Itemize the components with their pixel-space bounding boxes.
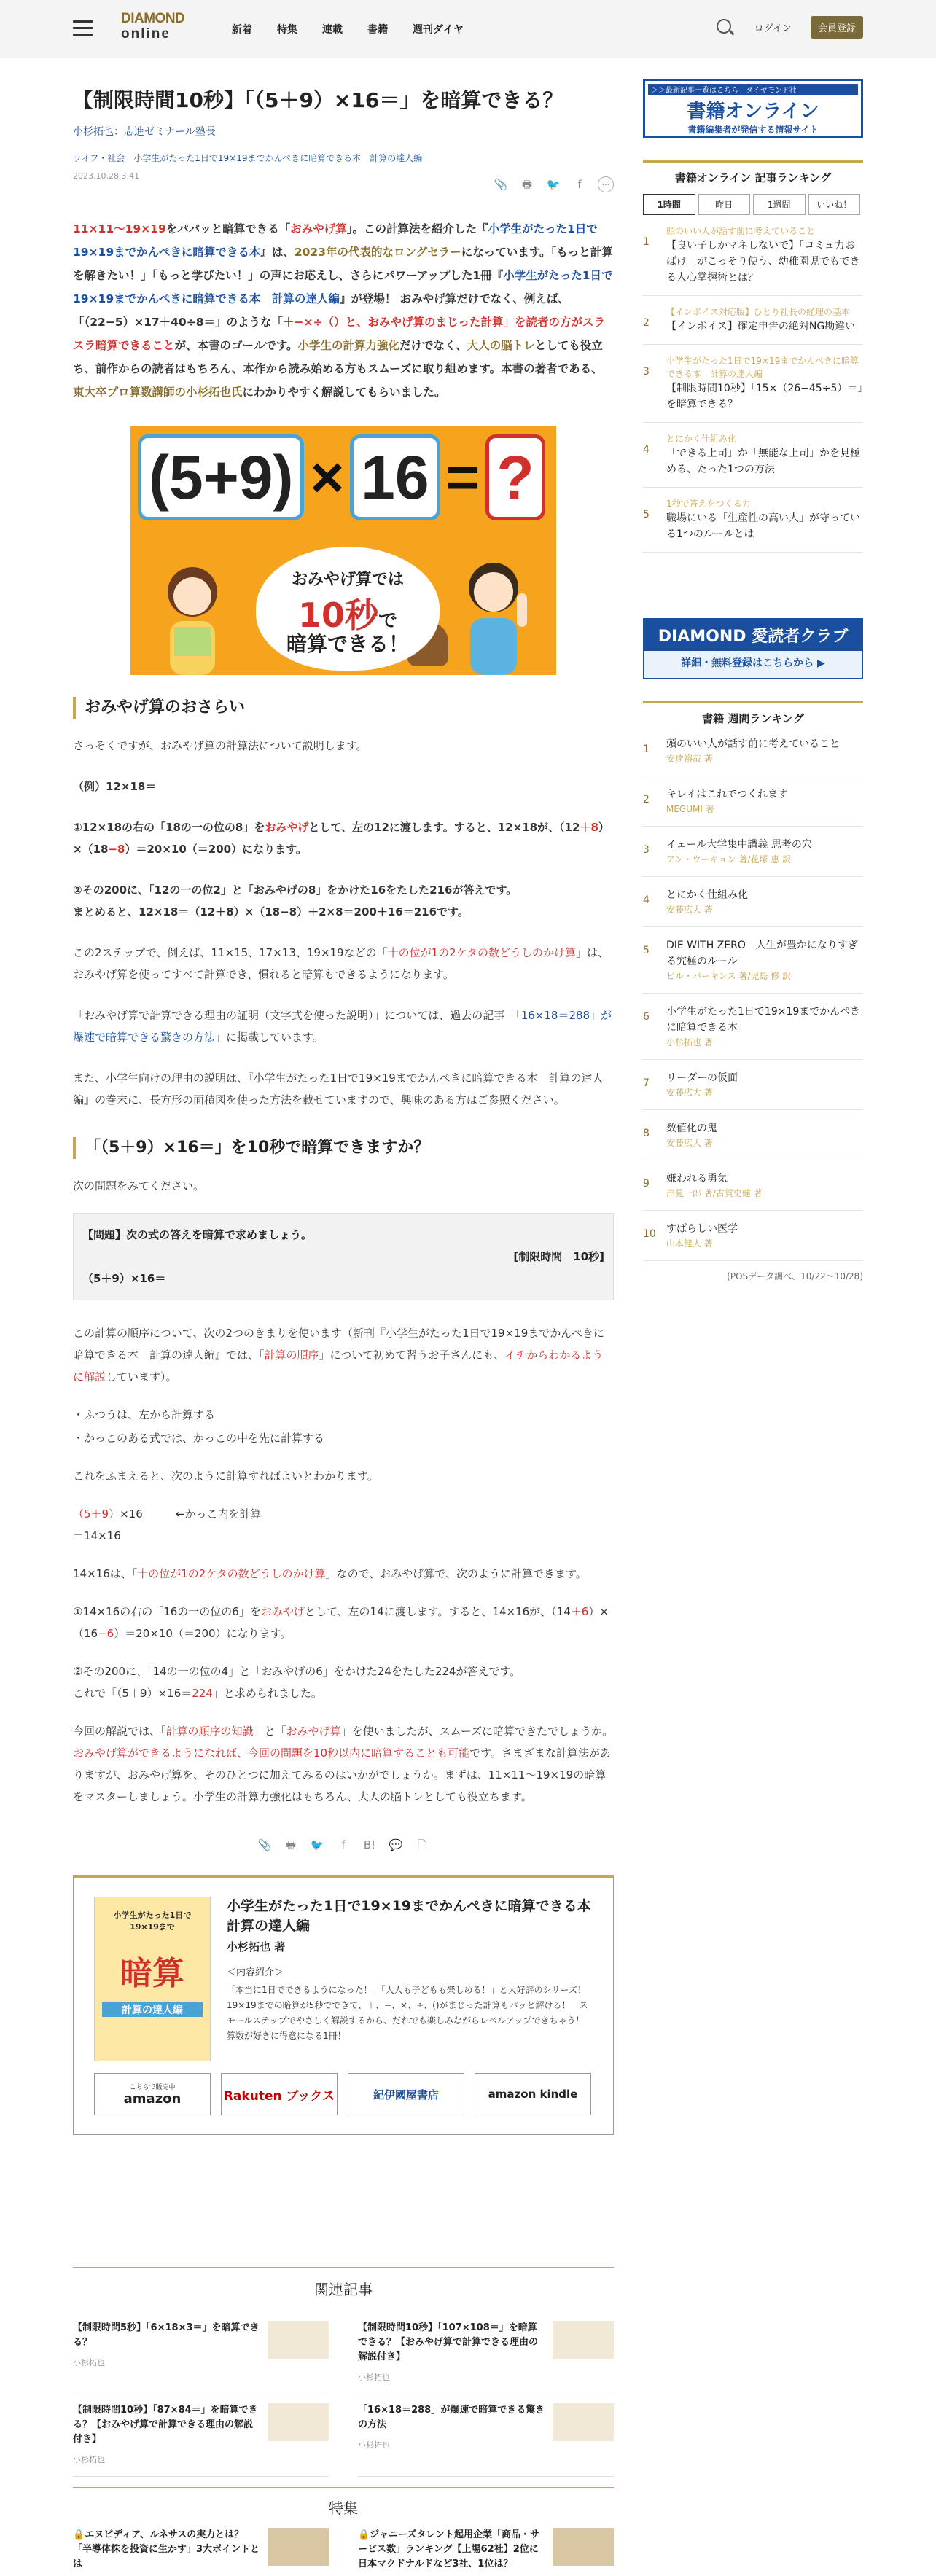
text: この計算の順序について、次の2つのきまりを使います（新刊『小学生がたった1日で19×19までかんぺきに暗算できる本 計算の達人編』では、「 (73, 1327, 604, 1362)
rank-number: 9 (643, 1178, 650, 1190)
paragraph (73, 1563, 614, 1585)
lead-segment[interactable]: 小学生がたった1日で19×19までかんぺきに暗算できる本 (73, 222, 598, 259)
store-name: 紀伊國屋書店 (373, 2088, 439, 2101)
rank-content (666, 1120, 863, 1150)
rank-number: 1 (643, 743, 650, 755)
nav-feature[interactable]: 特集 (277, 24, 297, 36)
paragraph (73, 1720, 614, 1808)
text: この2ステップで、例えば、11×15、17×13、19×19などの「 (73, 946, 388, 959)
text: 今回の解説では、「 (73, 1725, 166, 1738)
rule: ・かっこのある式では、かっこの中を先に計算する (73, 1432, 325, 1445)
text: 」と「 (253, 1725, 286, 1738)
feature-title-text: エヌビディア、ルネサスの実力とは？「半導体株を投資に生かす」3大ポイントとは (73, 2529, 260, 2569)
banner-small-text: ＞＞最新記事一覧はこちら ダイヤモンド社 (648, 84, 858, 95)
rank-number: 10 (643, 1228, 656, 1240)
book-title: DIE WITH ZERO 人生が豊かになりすぎる究極のルール (666, 940, 858, 967)
weekly-item[interactable] (643, 994, 863, 1060)
twitter-icon[interactable]: 🐦 (310, 1838, 324, 1851)
rank-title: 【インボイス】確定申告の絶対NG勘違い (666, 321, 856, 332)
result (73, 1682, 614, 1704)
store-note: こちらで販売中 (129, 2084, 176, 2091)
book-title: とにかく仕組み化 (666, 889, 748, 901)
related-author: 小杉拓也 (358, 2440, 390, 2450)
related-heading: 関連記事 (73, 2267, 614, 2299)
book-info (94, 1897, 605, 2061)
rank-content (666, 1171, 863, 1200)
rank-number: 4 (643, 894, 650, 906)
rank-content (666, 837, 863, 866)
ranking-tabs (643, 194, 863, 215)
rank-content (666, 354, 863, 413)
hero-equals: = (445, 445, 480, 510)
paragraph (73, 1004, 614, 1048)
text: 」なので、おみやげ算で、次のように計算できます。 (325, 1567, 587, 1580)
book-title: すばらしい医学 (666, 1223, 738, 1235)
feature-item[interactable] (73, 2528, 329, 2572)
book-title: 嫌われる勇気 (666, 1173, 728, 1184)
tab-yesterday[interactable]: 昨日 (698, 194, 751, 215)
rank-category: 1秒で答えをつくる力 (666, 499, 751, 509)
weekly-item[interactable] (643, 827, 863, 877)
rank-content (666, 1221, 863, 1250)
hero-caption-10s: 10秒 (297, 596, 378, 635)
feature-thumbnail (268, 2528, 329, 2566)
rank-number: 3 (643, 366, 650, 378)
text: ＋6 (570, 1605, 589, 1618)
text: 224 (192, 1687, 213, 1700)
tab-likes[interactable]: いいね！ (808, 194, 861, 215)
text: おみやげ算 (286, 1725, 341, 1738)
nav-series[interactable]: 連載 (322, 24, 343, 36)
related-text (73, 2403, 260, 2467)
menu-icon[interactable] (73, 20, 93, 36)
books-online-banner[interactable] (643, 79, 863, 138)
club-subtitle: 詳細・無料登録はこちらから ▶ (681, 657, 825, 669)
girl-illustration (152, 557, 233, 675)
share-bar (73, 176, 614, 192)
print-icon[interactable]: 🖶 (285, 1838, 297, 1851)
store-buttons (94, 2073, 593, 2115)
feature-section (73, 2487, 614, 2572)
sidebar (643, 79, 863, 1282)
ranking-item[interactable] (643, 345, 863, 423)
related-thumbnail (553, 2321, 614, 2359)
related-articles (73, 2267, 614, 2477)
paragraph: 次の問題をみてください。 (73, 1179, 205, 1193)
text: ）×（18 (73, 821, 609, 856)
rank-number: 6 (643, 1011, 650, 1023)
logo-text-1: DIAMOND (121, 11, 185, 26)
related-title: 「16×18＝288」が爆速で暗算できる驚きの方法 (358, 2405, 545, 2430)
rank-number: 5 (643, 509, 650, 520)
store-amazon[interactable] (94, 2073, 211, 2115)
text: です。さまざまな計算法がありますが、おみやげ算を、そのひとつに加えてみるのはいかがでしょうか。まずは、11×11〜19×19の暗算をマスターしましょう。小学生の計算力強化はもちろん、大人の脳トレとしても役立ちます。 (73, 1746, 611, 1803)
main-nav (232, 22, 464, 36)
hero-times: × (310, 445, 345, 510)
weekly-item[interactable] (643, 1110, 863, 1160)
text: 計算の順序 (264, 1349, 319, 1362)
rank-number: 2 (643, 317, 650, 329)
related-item[interactable] (358, 2394, 614, 2477)
text: ①12×18の右の「18の一の位の8」を (73, 821, 265, 834)
paragraph: これをふまえると、次のように計算すればよいとわかります。 (73, 1470, 378, 1483)
book-author: 岸見一郎 著/古賀史健 著 (666, 1188, 763, 1198)
pos-note: (POSデータ調べ、10/22〜10/28) (727, 1271, 863, 1281)
rank-category: とにかく仕組み化 (666, 434, 737, 444)
lead-segment: としても役立ち、前作からの読者はもちろん、本作から読み始める方もスムーズに取り組めます。本書の著者である、 (73, 339, 603, 375)
lead-segment: おみやげ算 (290, 222, 347, 235)
hero-image (130, 426, 556, 675)
register-button[interactable]: 会員登録 (811, 16, 863, 39)
rank-number: 7 (643, 1077, 650, 1089)
article-author[interactable]: 小杉拓也：志進ゼミナール塾長 (73, 126, 216, 138)
site-header (0, 0, 936, 58)
text: ×16 ←かっこ内を計算 (120, 1507, 262, 1521)
weekly-item[interactable] (643, 1160, 863, 1211)
text: 十の位が1の2ケタの数どうしのかけ算 (137, 1567, 326, 1580)
step-1 (73, 816, 614, 860)
text: −8 (108, 843, 125, 856)
rank-category: 頭のいい人が話す前に考えていること (666, 226, 816, 236)
lead-segment[interactable]: 小学生がたった1日で19×19までかんぺきに暗算できる本 計算の達人編 (73, 269, 613, 305)
problem-box (73, 1213, 614, 1300)
facebook-icon[interactable]: f (341, 1838, 346, 1851)
text: 計算の順序の知識 (165, 1725, 254, 1738)
article-date: 2023.10.28 3:41 (73, 171, 140, 181)
book-cover[interactable] (94, 1897, 211, 2061)
related-thumbnail (553, 2403, 614, 2441)
text: 十の位が1の2ケタの数どうしのかけ算 (387, 946, 576, 959)
book-author: 安達裕哉 著 (666, 754, 713, 764)
rank-number: 1 (643, 236, 650, 248)
logo-text-2: online (121, 26, 171, 42)
problem-title: 【問題】次の式の答えを暗算で求めましょう。 (82, 1228, 313, 1241)
text: 」を使いましたが、スムーズに暗算できたでしょうか。 (340, 1725, 614, 1738)
hero-caption-de: で (378, 610, 398, 632)
calc-line: ＝14×16 (73, 1529, 121, 1542)
feature-title (358, 2528, 545, 2572)
rank-content (666, 1004, 863, 1049)
more-icon[interactable]: ··· (598, 176, 614, 192)
related-item[interactable] (73, 2312, 329, 2394)
related-thumbnail (268, 2321, 329, 2359)
cover-subtitle: 計算の達人編 (102, 2002, 203, 2017)
weekly-item[interactable] (643, 927, 863, 994)
section-heading-problem: 「（5＋9）×16＝」を10秒で暗算できますか？ (73, 1137, 614, 1159)
rank-content (666, 432, 863, 477)
lead-segment: が、本書のゴールです。 (174, 339, 298, 352)
book-box (73, 1875, 614, 2135)
book-author: 安藤広大 著 (666, 905, 713, 915)
rank-number: 8 (643, 1128, 650, 1139)
rank-content (666, 937, 863, 983)
lead-segment: 東大卒プロ算数講師の小杉拓也氏 (73, 386, 243, 399)
related-article-link[interactable]: 「16×18＝288」が爆速で暗算できる驚きの方法 (73, 1009, 612, 1044)
paragraph: さっそくですが、おみやげ算の計算法について説明します。 (73, 739, 367, 752)
related-text (358, 2321, 545, 2385)
book-title[interactable]: 小学生がたった1日で19×19までかんぺきに暗算できる本 計算の達人編 (227, 1898, 605, 1934)
step-2: ②その200に、「14の一の位の4」と「おみやげの6」をかけた24をたした224が答えです。 (73, 1665, 521, 1678)
nav-new[interactable]: 新着 (232, 24, 252, 36)
lead-segment: 』は、 (260, 246, 295, 259)
book-author: 安藤広大 著 (666, 1088, 713, 1098)
book-author: MEGUMI 著 (666, 804, 714, 814)
nav-weekly[interactable]: 週刊ダイヤ (413, 24, 464, 36)
book-title: 小学生がたった1日で19×19までかんぺきに暗算できる本 (666, 1006, 860, 1034)
text: おみやげ (260, 1605, 305, 1618)
site-logo[interactable] (121, 12, 197, 41)
article-title: 【制限時間10秒】「（5＋9）×16＝」を暗算できる？ (73, 88, 563, 112)
weekly-ranking-title: 書籍 週間ランキング (643, 701, 863, 726)
lead-segment: 大人の脳トレ (467, 339, 535, 352)
book-author: ビル・パーキンス 著/児島 修 訳 (666, 971, 792, 981)
text: ＋8 (580, 821, 598, 834)
book-title: キレイはこれでつくれます (666, 789, 789, 800)
text: 」と求められました。 (212, 1687, 322, 1700)
hero-cloud (256, 547, 440, 671)
related-author: 小杉拓也 (358, 2373, 390, 2382)
related-item[interactable] (73, 2394, 329, 2477)
lead-segment: をパパッと暗算できる「 (165, 222, 291, 235)
cover-title: 暗算 (120, 1955, 184, 1992)
book-title: 数値化の鬼 (666, 1123, 717, 1134)
rank-content (666, 736, 863, 765)
lead-segment: 』が登場！ おみやげ算だけでなく、例えば、「（22−5）×17＋40÷8＝」のような「 (73, 292, 569, 329)
text: ①14×16の右の「16の一の位の6」を (73, 1605, 261, 1618)
nav-books[interactable]: 書籍 (367, 24, 388, 36)
banner-subtitle: 書籍編集者が発信する情報サイト (687, 125, 819, 135)
store-rakuten[interactable] (221, 2073, 338, 2115)
rank-title: 「できる上司」か「無能な上司」かを見極める、たった1つの方法 (666, 448, 860, 475)
weekly-item[interactable] (643, 1060, 863, 1110)
store-name: amazon kindle (488, 2088, 578, 2101)
related-author: 小杉拓也 (73, 2358, 105, 2368)
twitter-icon[interactable]: 🐦 (546, 178, 561, 191)
hero-equation (138, 434, 545, 520)
step-2: ②その200に、「12の一の位2」と「おみやげの8」をかけた16をたした216が答えです。 (73, 883, 518, 897)
text: 14×16は、「 (73, 1567, 138, 1580)
rank-content (666, 887, 863, 916)
text: 」は、おみやげ算を使ってすべて計算でき、慣れると暗算もできるようになります。 (73, 946, 609, 981)
text: しています）。 (106, 1370, 177, 1383)
feature-item[interactable] (358, 2528, 614, 2572)
clip-icon[interactable]: 📎 (257, 1838, 272, 1851)
book-author: 安藤広大 著 (666, 1138, 713, 1148)
book-author: アン・ウーキョン 著/花塚 恵 訳 (666, 854, 792, 864)
related-text (358, 2403, 545, 2467)
weekly-item[interactable] (643, 726, 863, 776)
book-intro-label: ＜内容紹介＞ (227, 1967, 284, 1978)
hero-question: ? (485, 434, 545, 520)
store-name: amazon (123, 2091, 182, 2107)
tab-1week[interactable]: 1週間 (753, 194, 806, 215)
ranking-item[interactable] (643, 215, 863, 296)
related-item[interactable] (358, 2312, 614, 2394)
share-bar-bottom (73, 1837, 614, 1853)
login-link[interactable]: ログイン (754, 23, 792, 34)
text: （5＋9） (73, 1507, 120, 1521)
hero-caption-3: 暗算できる！ (286, 632, 409, 656)
club-title: DIAMOND 愛読者クラブ (644, 620, 862, 651)
lock-icon: 🔒 (358, 2529, 370, 2540)
weekly-item[interactable] (643, 776, 863, 827)
bookmark-icon[interactable]: 🗋 (417, 1838, 427, 1851)
text: おみやげ (265, 821, 309, 834)
lead-segment: 2023年の代表的なロングセラー (294, 246, 461, 259)
article-categories[interactable]: ライフ・社会 小学生がたった1日で19×19までかんぺきに暗算できる本 計算の達人編 (73, 153, 423, 163)
book-author: 小杉拓也 著 (666, 1037, 713, 1047)
hero-num2: 16 (350, 434, 440, 520)
article-lead (73, 217, 614, 404)
related-title: 【制限時間10秒】「87×84＝」を暗算できる？【おみやげ算で計算できる理由の解説付き】 (73, 2405, 258, 2445)
store-kindle[interactable] (475, 2073, 591, 2115)
example: （例）12×18＝ (73, 780, 157, 793)
hero-num1: (5+9) (138, 434, 304, 520)
lead-segment: になっています。「もっと計算を解きたい！」「もっと学びたい！」の声にお応えし、さらにパワーアップした1冊『 (73, 246, 613, 282)
rank-title: 職場にいる「生産性の高い人」が守っている1つのルールとは (666, 512, 860, 540)
rank-title: 【良い子しかマネしないで】「コミュ力おばけ」がこっそり使う、幼稚園児でもできる人心掌握術とは？ (666, 240, 860, 284)
ranking-list (643, 215, 863, 553)
rank-number: 2 (643, 794, 650, 805)
rank-content (666, 225, 863, 286)
banner-title: 書籍オンライン (687, 101, 819, 122)
lead-segment: にわかりやすく解説してもらいました。 (242, 386, 446, 399)
hatena-icon[interactable]: B! (363, 1838, 376, 1851)
related-thumbnail (268, 2403, 329, 2441)
book-title: 頭のいい人が話す前に考えていること (666, 738, 840, 750)
text: として、左の12に渡します。すると、12×18が、（12 (308, 821, 580, 834)
weekly-item[interactable] (643, 877, 863, 927)
print-icon[interactable]: 🖶 (521, 178, 533, 191)
book-author: 小杉拓也 著 (227, 1940, 286, 1954)
feature-title (73, 2528, 260, 2572)
rank-number: 5 (643, 945, 650, 956)
store-kinokuniya[interactable] (348, 2073, 464, 2115)
problem-limit: [制限時間 10秒] (513, 1250, 604, 1263)
facebook-icon[interactable]: f (577, 178, 582, 191)
cover-text: 小学生がたった1日で19×19まで (113, 1910, 192, 1932)
rank-number: 3 (643, 844, 650, 856)
rank-content (666, 497, 863, 542)
rank-number: 4 (643, 444, 650, 456)
problem-expression: （5＋9）×16＝ (82, 1272, 166, 1285)
article (73, 86, 614, 2135)
store-name: Rakuten ブックス (223, 2088, 335, 2104)
text: −6 (98, 1627, 114, 1640)
line-icon[interactable]: 💬 (389, 1838, 403, 1851)
ranking-item[interactable] (643, 423, 863, 488)
text: 「おみやげ算で計算できる理由の証明（文字式を使った説明）」については、過去の記事「 (73, 1009, 516, 1022)
boy-illustration (450, 550, 537, 675)
text: おみやげ算ができるようになれば、今回の問題を10秒以内に暗算することも可能 (73, 1746, 470, 1760)
text: ）＝20×10（＝200）になります。 (125, 843, 307, 856)
paragraph (73, 1322, 614, 1388)
rank-content (666, 305, 863, 335)
lead-segment: 11×11〜19×19 (73, 222, 166, 235)
rank-title: 【制限時間10秒】「15×（26−45÷5）＝」を暗算できる？ (666, 383, 863, 410)
related-title: 【制限時間10秒】「107×108＝」を暗算できる？【おみやげ算で計算できる理由の解説付き】 (358, 2322, 539, 2362)
paragraph (73, 942, 614, 985)
book-details (227, 1897, 605, 2061)
related-title: 【制限時間5秒】「6×18×3＝」を暗算できる？ (73, 2322, 260, 2348)
weekly-ranking-list (643, 726, 863, 1261)
step-1 (73, 1601, 614, 1644)
calc-line (73, 1503, 614, 1525)
weekly-item[interactable] (643, 1211, 863, 1261)
lock-icon: 🔒 (73, 2529, 85, 2540)
clip-icon[interactable]: 📎 (494, 178, 508, 191)
text: ）＝20×10（＝200）になります。 (114, 1627, 292, 1640)
rank-category: 小学生がたった1日で19×19までかんぺきに暗算できる本 計算の達人編 (666, 356, 859, 379)
book-title: リーダーの仮面 (666, 1072, 738, 1084)
lead-segment: 」。この計算法を紹介した『 (346, 222, 488, 235)
ranking-item[interactable] (643, 488, 863, 553)
header-actions (715, 16, 863, 39)
related-text (73, 2321, 260, 2385)
related-grid (73, 2312, 614, 2477)
text: 」について初めて習うお子さんにも、 (319, 1349, 505, 1362)
ranking-title: 書籍オンライン 記事ランキング (643, 160, 863, 185)
text: これで「（5＋9）×16＝ (73, 1687, 192, 1700)
related-author: 小杉拓也 (73, 2455, 105, 2464)
text: イチからわかるように解説 (73, 1349, 604, 1383)
text: ）×（16 (73, 1605, 609, 1640)
lead-segment: ＋−×÷（）と、おみやげ算のまじった計算」を読者の方がスラスラ暗算できること (73, 316, 605, 352)
tab-1hour[interactable]: 1時間 (643, 194, 695, 215)
book-title: イェール大学集中講義 思考の穴 (666, 839, 812, 851)
readers-club-banner[interactable] (643, 618, 863, 679)
rank-category: 【インボイス対応版】ひとり社長の経理の基本 (666, 307, 850, 317)
feature-grid (73, 2528, 614, 2572)
hero-caption-1: おみやげ算では (291, 571, 404, 589)
ranking-item[interactable] (643, 296, 863, 345)
feature-heading: 特集 (73, 2487, 614, 2518)
feature-title-text: ジャニーズタレント起用企業「商品・サービス数」ランキング【上場62社】2位に日本マクドナルドなど3社、1位は？ (358, 2529, 539, 2569)
book-intro: 「本当に1日でできるようになった！」「大人も子どもも楽しめる！」と大好評のシリーズ！ 19×19までの暗算が5秒でできて、＋、−、×、÷、()がまじった計算もパッと解ける！ スモールステップでやさしく解説するから、だれでも楽しみながらレベルアップできちゃう！ 算数が好きに得意になる1冊！ (227, 1985, 596, 2041)
rank-content (666, 787, 863, 816)
feature-thumbnail (553, 2528, 614, 2566)
lead-segment: だけでなく、 (399, 339, 467, 352)
rule: ・ふつうは、左から計算する (73, 1408, 216, 1421)
paragraph: また、小学生向けの理由の説明は、『小学生がたった1日で19×19までかんぺきに暗算できる本 計算の達人編』の巻末に、長方形の面積図を使った方法を載せていますので、興味のある方はご参照ください。 (73, 1072, 604, 1106)
text: として、左の14に渡します。すると、14×16が、（14 (304, 1605, 571, 1618)
section-heading-review: おみやげ算のおさらい (73, 697, 614, 719)
lead-segment: 小学生の計算力強化 (297, 339, 399, 352)
search-icon[interactable] (715, 17, 736, 38)
book-author: 山本健人 著 (666, 1238, 713, 1249)
text: 」に掲載しています。 (215, 1031, 324, 1044)
rank-content (666, 1070, 863, 1099)
summary: まとめると、12×18＝（12＋8）×（18−8）＋2×8＝200＋16＝216です。 (73, 905, 469, 918)
